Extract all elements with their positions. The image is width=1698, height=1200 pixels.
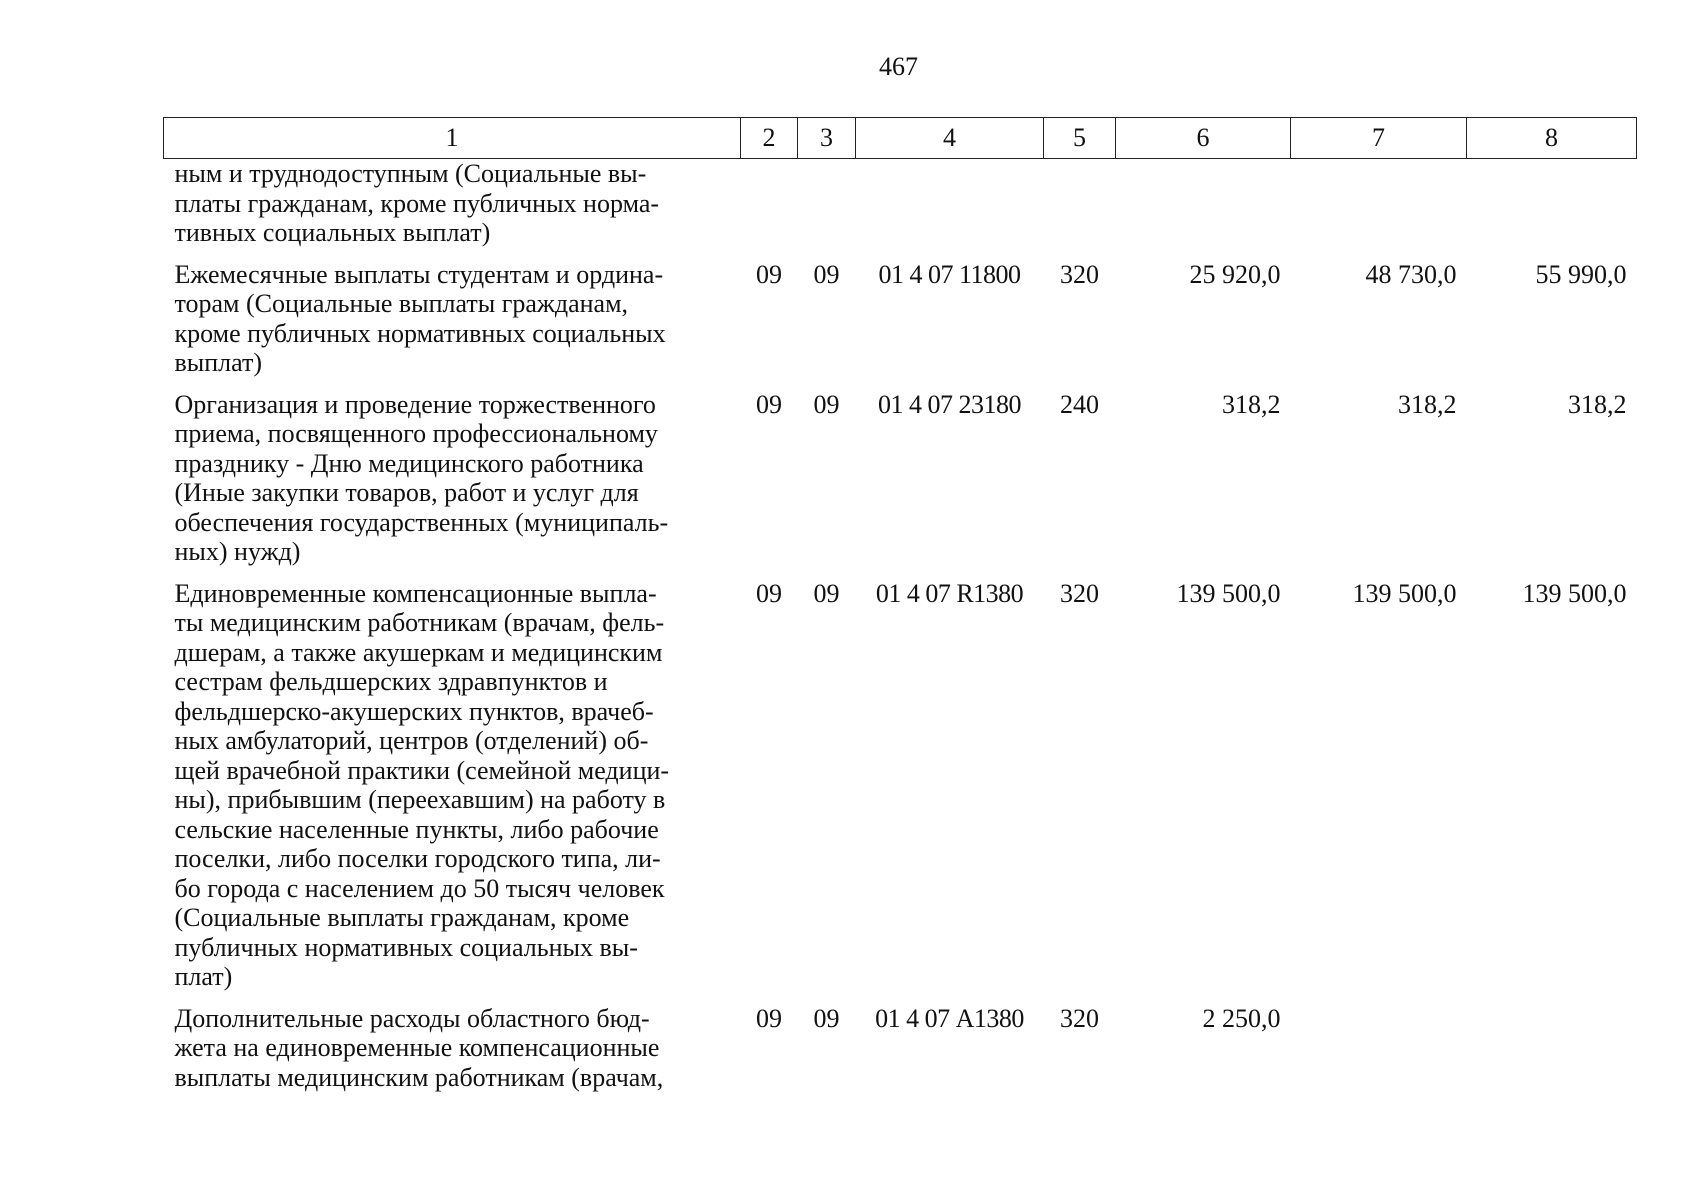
amount-year-1-cell: 25 920,0 bbox=[1189, 259, 1281, 289]
target-article-cell: 01 4 07 11800 bbox=[878, 259, 1021, 289]
expense-name-line: сельские населенные пункты, либо рабочие bbox=[174, 814, 659, 844]
table-row bbox=[164, 579, 1637, 1004]
subsection-code-cell: 09 bbox=[813, 578, 840, 608]
expense-name-cell bbox=[164, 260, 741, 390]
header-cell-7: 7 bbox=[1291, 118, 1467, 159]
amount-year-1-cell: 2 250,0 bbox=[1202, 1003, 1281, 1033]
expense-name-line: сестрам фельдшерских здравпунктов и bbox=[174, 667, 608, 696]
expense-type-cell bbox=[1044, 159, 1116, 260]
expense-name-line: празднику - Дню медицинского работника bbox=[174, 448, 644, 478]
subsection-code-cell bbox=[798, 159, 856, 260]
header-cell-1: 1 bbox=[164, 118, 741, 159]
amount-year-1-cell: 139 500,0 bbox=[1176, 578, 1281, 608]
expense-name-line: (Иные закупки товаров, работ и услуг для bbox=[174, 478, 639, 507]
expense-name-line: тивных социальных выплат) bbox=[174, 218, 491, 247]
expense-name-line: Дополнительные расходы областного бюд- bbox=[174, 1003, 650, 1033]
expense-type-cell: 320 bbox=[1060, 259, 1099, 289]
section-code-cell: 09 bbox=[756, 578, 782, 608]
expense-name-line: Ежемесячные выплаты студентам и ордина- bbox=[174, 259, 664, 289]
expense-name-line: торам (Социальные выплаты гражданам, bbox=[174, 289, 629, 318]
expense-name-line: обеспечения государственных (муниципаль- bbox=[174, 507, 669, 537]
amount-year-2-cell bbox=[1291, 159, 1467, 260]
expense-name-line: бо города с населением до 50 тысяч человек bbox=[174, 873, 665, 903]
table-header bbox=[164, 118, 1637, 159]
target-article-cell bbox=[856, 159, 1044, 260]
table-row bbox=[164, 159, 1637, 260]
expense-type-cell: 240 bbox=[1060, 389, 1099, 419]
amount-year-2-cell bbox=[1291, 1004, 1467, 1105]
amount-year-2-cell: 318,2 bbox=[1398, 389, 1457, 419]
expense-name-line: фельдшерско-акушерских пунктов, врачеб- bbox=[174, 696, 654, 726]
amount-year-1-cell: 318,2 bbox=[1222, 389, 1281, 419]
header-cell-3: 3 bbox=[798, 118, 856, 159]
amount-year-3-cell bbox=[1467, 1004, 1637, 1105]
target-article-cell: 01 4 07 А1380 bbox=[875, 1003, 1024, 1033]
header-cell-8: 8 bbox=[1467, 118, 1637, 159]
expense-name-line: плат) bbox=[174, 962, 233, 991]
table-row bbox=[164, 1004, 1637, 1105]
expense-name-line: платы гражданам, кроме публичных норма- bbox=[174, 188, 660, 218]
expense-name-line: приема, посвященного профессиональному bbox=[174, 419, 658, 448]
expense-name-line: щей врачебной практики (семейной медици- bbox=[174, 755, 670, 785]
amount-year-2-cell: 48 730,0 bbox=[1365, 259, 1457, 289]
section-code-cell: 09 bbox=[756, 259, 782, 289]
expense-name-line: Единовременные компенсационные выпла- bbox=[174, 578, 657, 608]
expense-name-line: ным и труднодоступным (Социальные вы- bbox=[174, 159, 647, 188]
expense-name-line: поселки, либо поселки городского типа, ли- bbox=[174, 844, 661, 873]
section-code-cell bbox=[741, 159, 798, 260]
amount-year-3-cell: 139 500,0 bbox=[1522, 578, 1627, 608]
header-cell-5: 5 bbox=[1044, 118, 1116, 159]
page-number: 467 bbox=[879, 52, 918, 81]
header-cell-2: 2 bbox=[741, 118, 798, 159]
expense-name-cell bbox=[164, 1004, 741, 1105]
table-row bbox=[164, 260, 1637, 390]
expense-name-line: (Социальные выплаты гражданам, кроме bbox=[174, 903, 630, 932]
header-cell-6: 6 bbox=[1116, 118, 1291, 159]
expense-name-line: публичных нормативных социальных вы- bbox=[174, 932, 638, 962]
expense-name-line: дшерам, а также акушеркам и медицинским bbox=[174, 637, 663, 667]
budget-table bbox=[163, 117, 1637, 1104]
expense-name-line: ных амбулаторий, центров (отделений) об- bbox=[174, 726, 649, 755]
expense-name-line: кроме публичных нормативных социальных bbox=[174, 318, 666, 348]
expense-name-line: выплат) bbox=[174, 348, 263, 377]
amount-year-1-cell bbox=[1116, 159, 1291, 260]
expense-type-cell: 320 bbox=[1060, 578, 1099, 608]
subsection-code-cell: 09 bbox=[813, 389, 840, 419]
target-article-cell: 01 4 07 R1380 bbox=[875, 578, 1024, 608]
table-row bbox=[164, 390, 1637, 579]
expense-name-cell bbox=[164, 390, 741, 579]
expense-name-line: ных) нужд) bbox=[174, 537, 301, 566]
section-code-cell: 09 bbox=[756, 1003, 782, 1033]
header-cell-4: 4 bbox=[856, 118, 1044, 159]
amount-year-2-cell: 139 500,0 bbox=[1352, 578, 1457, 608]
expense-name-cell bbox=[164, 579, 741, 1004]
subsection-code-cell: 09 bbox=[813, 1003, 840, 1033]
table-body bbox=[164, 159, 1637, 1105]
expense-name-line: выплаты медицинским работникам (врачам, bbox=[174, 1062, 664, 1092]
amount-year-3-cell bbox=[1467, 159, 1637, 260]
header-row bbox=[164, 118, 1637, 159]
expense-name-cell bbox=[164, 159, 741, 260]
expense-name-line: ны), прибывшим (переехавшим) на работу в bbox=[174, 785, 666, 814]
expense-name-line: ты медицинским работникам (врачам, фель- bbox=[174, 608, 665, 637]
expense-name-line: Организация и проведение торжественного bbox=[174, 389, 656, 419]
expense-type-cell: 320 bbox=[1060, 1003, 1099, 1033]
amount-year-3-cell: 55 990,0 bbox=[1535, 259, 1627, 289]
subsection-code-cell: 09 bbox=[813, 259, 840, 289]
section-code-cell: 09 bbox=[756, 389, 782, 419]
amount-year-3-cell: 318,2 bbox=[1568, 389, 1627, 419]
expense-name-line: жета на единовременные компенсационные bbox=[174, 1033, 660, 1062]
target-article-cell: 01 4 07 23180 bbox=[878, 389, 1021, 419]
